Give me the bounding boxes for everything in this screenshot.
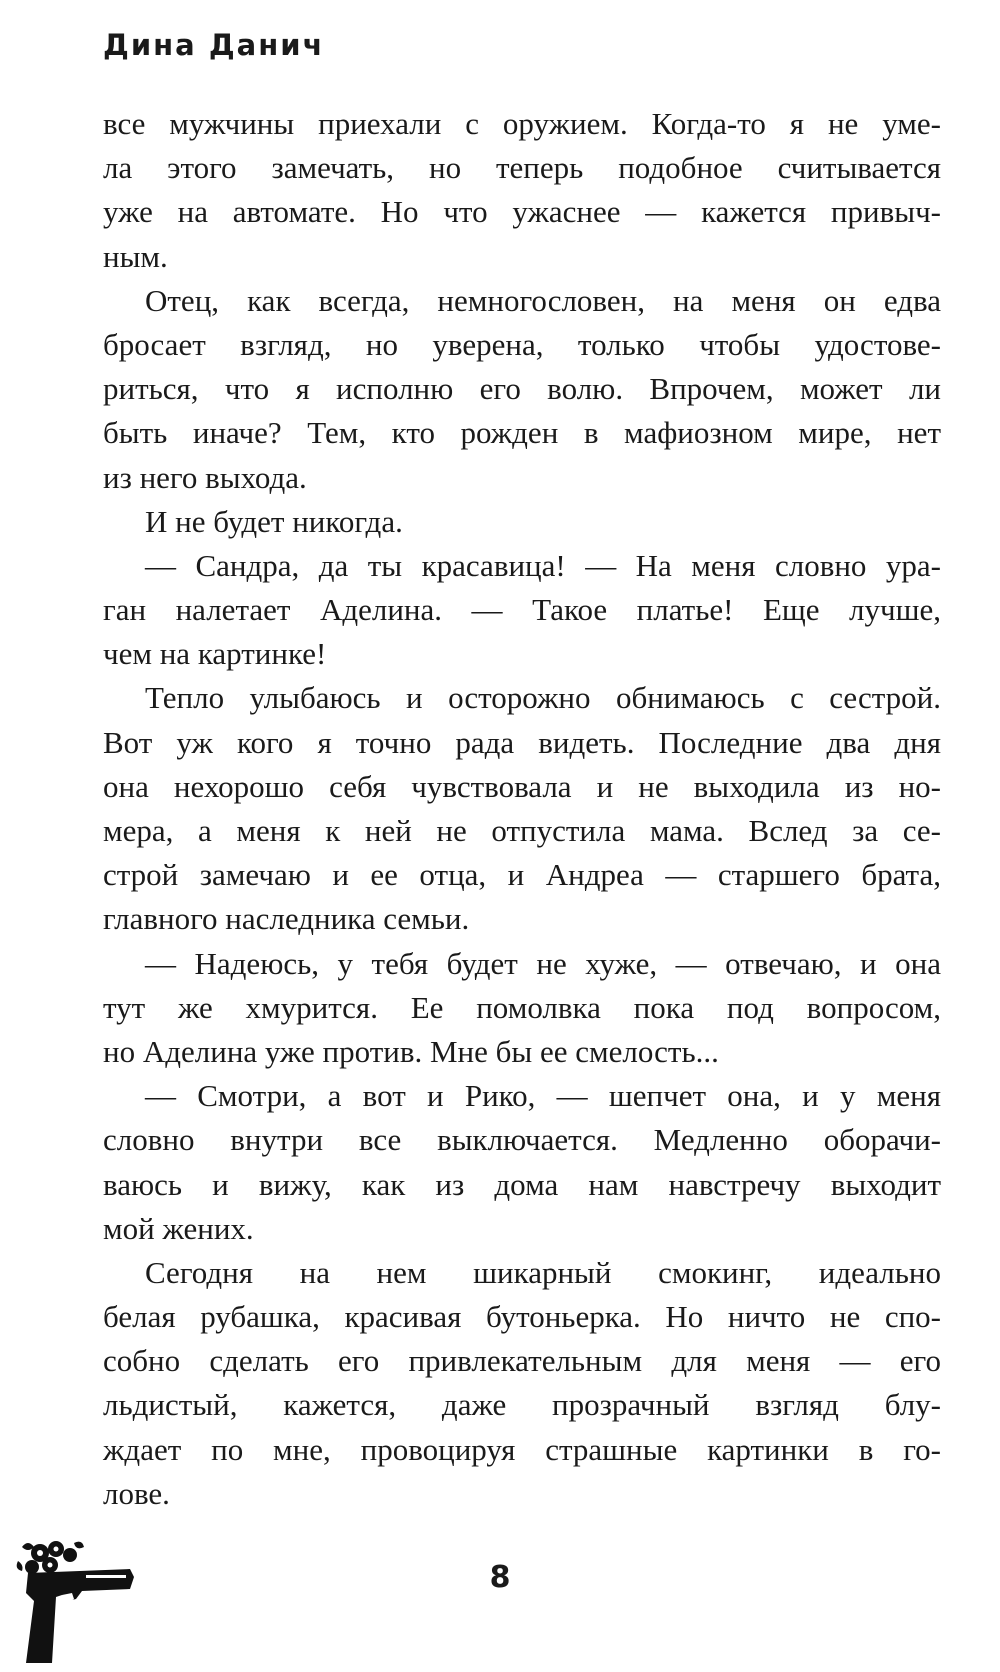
text-line: собно сделать его привлекательным для меня — его [103, 1343, 941, 1379]
text-line: она нехорошо себя чувствовала и не выходила из но- [103, 768, 941, 804]
text-line: тут же хмурится. Ее помолвка пока под вопросом, [103, 989, 941, 1025]
text-line: И не будет никогда. [145, 503, 403, 539]
text-line: ла этого замечать, но теперь подобное считывается [103, 150, 941, 186]
text-line: строй замечаю и ее отца, и Андреа — старшего брата, [103, 857, 941, 893]
text-line: — Надеюсь, у тебя будет не хуже, — отвечаю, и она [145, 945, 941, 981]
pistol-with-roses-icon [12, 1535, 142, 1665]
text-line: Сегодня на нем шикарный смокинг, идеально [145, 1254, 941, 1290]
text-line: но Аделина уже против. Мне бы ее смелость... [103, 1033, 719, 1069]
text-line: чем на картинке! [103, 636, 327, 672]
text-line: Тепло улыбаюсь и осторожно обнимаюсь с сестрой. [145, 680, 941, 716]
text-line: из него выхода. [103, 459, 307, 495]
text-line: Вот уж кого я точно рада видеть. Последние два дня [103, 724, 941, 760]
text-line: главного наследника семьи. [103, 901, 470, 937]
text-line: ган налетает Аделина. — Такое платье! Еще лучше, [103, 592, 941, 628]
text-line: белая рубашка, красивая бутоньерка. Но ничто не спо- [103, 1299, 941, 1335]
text-line: уже на автомате. Но что ужаснее — кажется привыч- [103, 194, 941, 230]
text-line: мой жених. [103, 1210, 254, 1246]
page-number: 8 [489, 1560, 511, 1595]
text-line: — Сандра, да ты красавица! — На меня словно ура- [145, 547, 941, 583]
text-line: ждает по мне, провоцируя страшные картинки в го- [103, 1431, 941, 1467]
text-line: мера, а меня к ней не отпустила мама. Вслед за се- [103, 813, 941, 848]
text-line: риться, что я исполню его волю. Впрочем, может ли [103, 371, 941, 407]
text-line: быть иначе? Тем, кто рожден в мафиозном мире, нет [103, 415, 941, 451]
text-line: Отец, как всегда, немногословен, на меня он едва [145, 282, 941, 318]
text-line: все мужчины приехали с оружием. Когда-то я не уме- [103, 106, 941, 141]
text-line: словно внутри все выключается. Медленно оборачи- [103, 1122, 941, 1158]
text-line: — Смотри, а вот и Рико, — шепчет она, и у меня [145, 1078, 941, 1114]
running-head-author: Дина Данич [103, 28, 325, 62]
text-line: ваюсь и вижу, как из дома нам навстречу выходит [103, 1166, 941, 1202]
body-text [103, 102, 941, 1516]
text-line: льдистый, кажется, даже прозрачный взгляд блу- [103, 1387, 941, 1423]
text-line: ным. [103, 238, 168, 274]
text-line: лове. [103, 1475, 170, 1511]
text-line: бросает взгляд, но уверена, только чтобы удостове- [103, 326, 941, 362]
